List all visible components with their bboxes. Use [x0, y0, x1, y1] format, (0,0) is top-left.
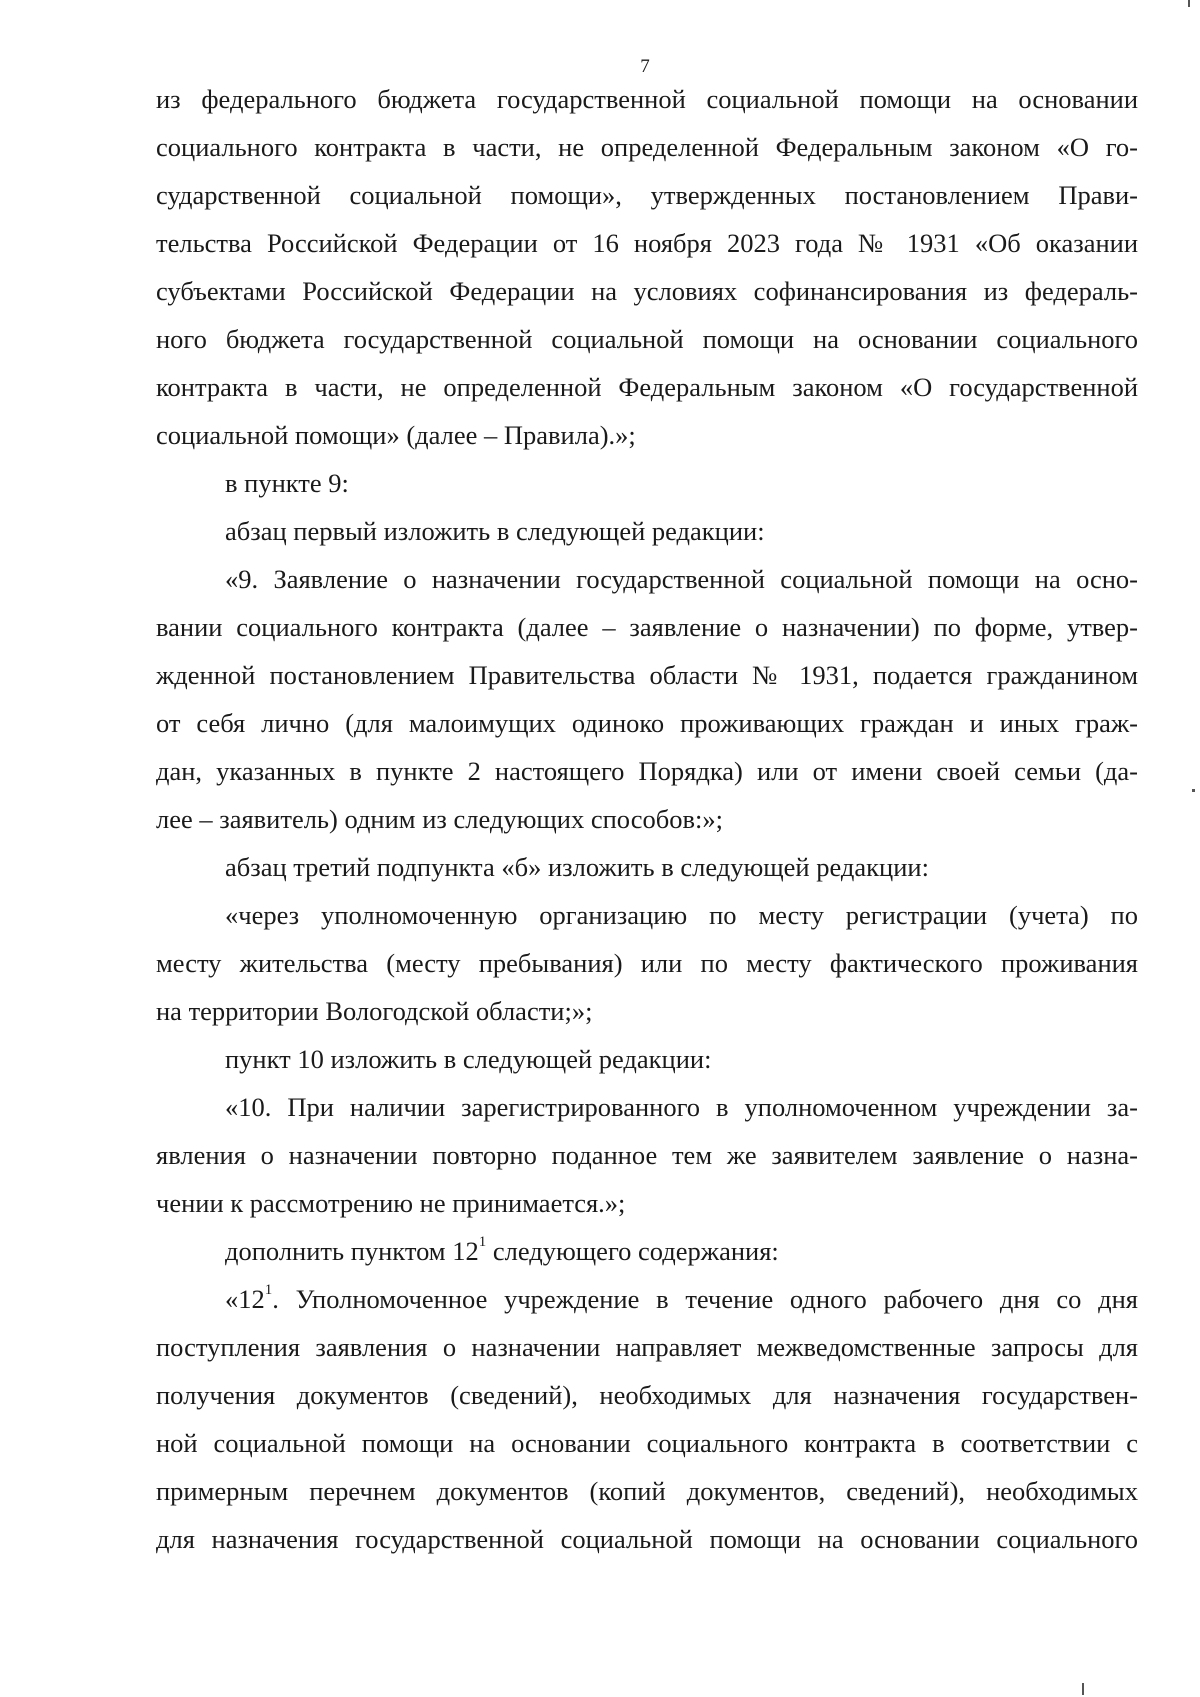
text-line: поступления заявления о назначении направляет межведомственные запросы для [156, 1332, 1138, 1362]
text-line: в пункте 9: [225, 468, 349, 498]
scan-mark [1188, 0, 1190, 7]
scan-mark [1192, 789, 1195, 792]
text-fragment: «12 [225, 1284, 265, 1314]
text-line-with-superscript [156, 1227, 1138, 1275]
text-line: тельства Российской Федерации от 16 ноября 2023 года № 1931 «Об оказании [156, 228, 1138, 258]
text-line: контракта в части, не определенной Федеральным законом «О государственной [156, 372, 1138, 402]
text-line: вании социального контракта (далее – заявление о назначении) по форме, утвер- [156, 612, 1138, 642]
text-line: получения документов (сведений), необходимых для назначения государствен- [156, 1380, 1138, 1410]
text-line: на территории Вологодской области;»; [156, 996, 593, 1026]
document-body [156, 75, 1138, 1563]
text-line: субъектами Российской Федерации на условиях софинансирования из федераль- [156, 276, 1138, 306]
text-line: абзац первый изложить в следующей редакции: [225, 516, 765, 546]
text-line: «9. Заявление о назначении государственной социальной помощи на осно- [225, 564, 1138, 594]
text-line: пункт 10 изложить в следующей редакции: [225, 1044, 712, 1074]
text-line: жденной постановлением Правительства области № 1931, подается гражданином [156, 660, 1138, 690]
superscript: 1 [478, 1234, 487, 1251]
text-line: чении к рассмотрению не принимается.»; [156, 1188, 626, 1218]
superscript: 1 [264, 1282, 273, 1299]
text-line-with-superscript [156, 1275, 1138, 1323]
text-line: примерным перечнем документов (копий документов, сведений), необходимых [156, 1476, 1138, 1506]
text-line: ного бюджета государственной социальной помощи на основании социального [156, 324, 1138, 354]
scan-mark [1082, 1683, 1084, 1695]
text-line: сударственной социальной помощи», утвержденных постановлением Прави- [156, 180, 1138, 210]
text-line: явления о назначении повторно поданное тем же заявителем заявление о назна- [156, 1140, 1138, 1170]
text-line: из федерального бюджета государственной социальной помощи на основании [156, 84, 1138, 114]
text-line: для назначения государственной социальной помощи на основании социального [156, 1524, 1138, 1554]
text-line: социального контракта в части, не определенной Федеральным законом «О го- [156, 132, 1138, 162]
text-line: лее – заявитель) одним из следующих способов:»; [156, 804, 723, 834]
text-line: месту жительства (месту пребывания) или по месту фактического проживания [156, 948, 1138, 978]
text-line: «10. При наличии зарегистрированного в уполномоченном учреждении за- [225, 1092, 1138, 1122]
text-fragment: . Уполномоченное учреждение в течение одного рабочего дня со дня [272, 1284, 1138, 1314]
text-line: «через уполномоченную организацию по месту регистрации (учета) по [225, 900, 1138, 930]
page-number: 7 [640, 56, 650, 77]
text-line: социальной помощи» (далее – Правила).»; [156, 420, 636, 450]
text-line: дан, указанных в пункте 2 настоящего Порядка) или от имени своей семьи (да- [156, 756, 1138, 786]
text-line: ной социальной помощи на основании социального контракта в соответствии с [156, 1428, 1138, 1458]
text-line: абзац третий подпункта «б» изложить в следующей редакции: [225, 852, 929, 882]
text-fragment: дополнить пунктом 12 [225, 1236, 479, 1266]
text-fragment: следующего содержания: [486, 1236, 779, 1266]
text-line: от себя лично (для малоимущих одиноко проживающих граждан и иных граж- [156, 708, 1138, 738]
